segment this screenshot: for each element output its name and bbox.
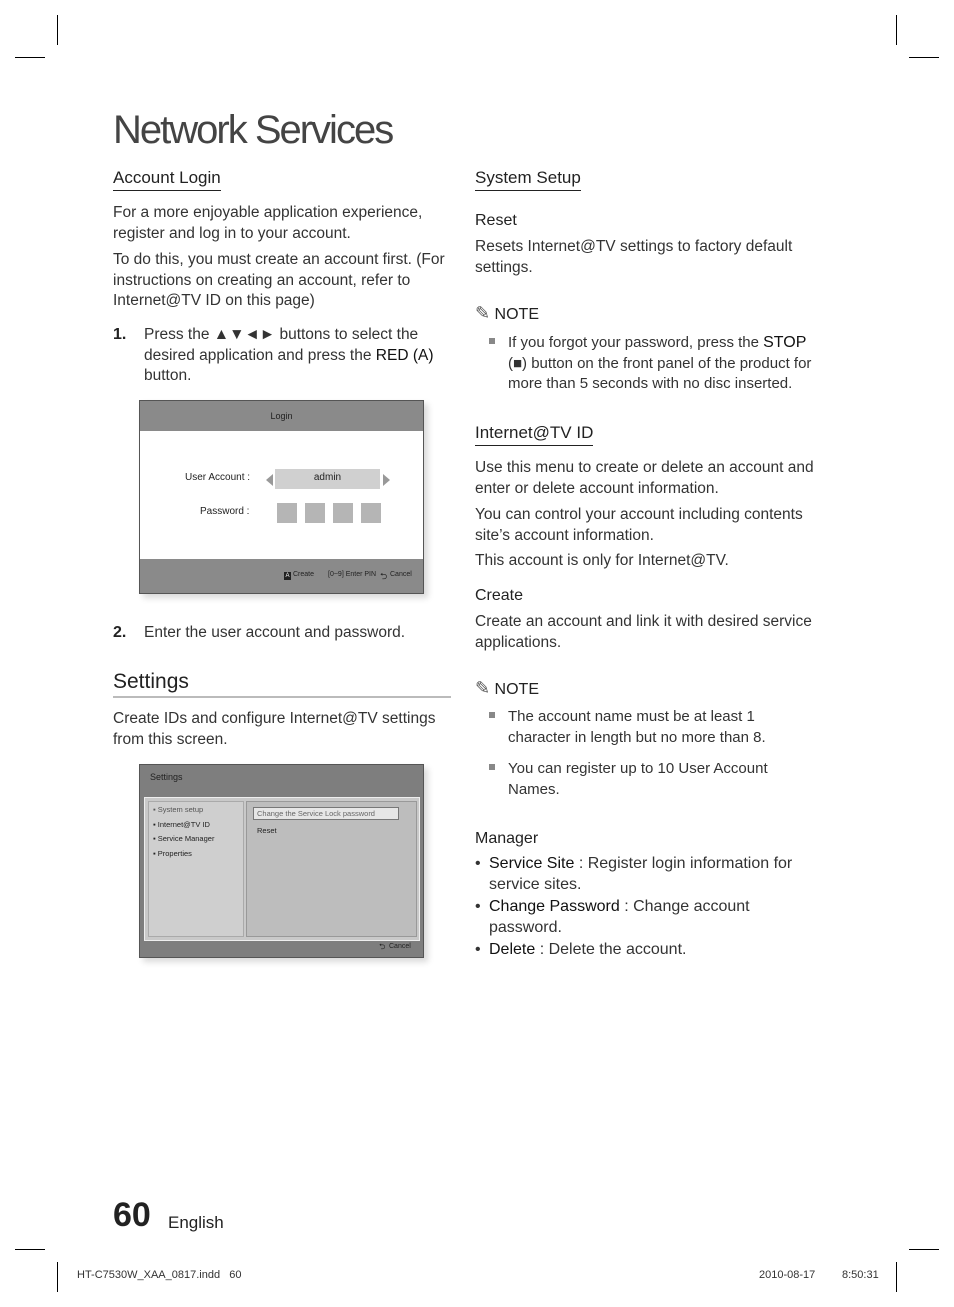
arrow-left-icon[interactable] [266,474,273,486]
a-button-icon: A [285,573,290,579]
square-bullet-icon [489,712,495,718]
arrow-right-icon[interactable] [383,474,390,486]
settings-menu [148,801,244,937]
pin-box[interactable] [277,503,297,523]
pin-box[interactable] [361,503,381,523]
pencil-icon: ✎ [475,678,491,698]
page-title: Network Services [113,108,393,152]
return-icon: ⮌ [379,942,386,951]
step-number: 2. [113,624,127,641]
password-label: Password : [200,506,250,517]
square-bullet-icon [489,764,495,770]
page-language: English [168,1213,224,1232]
reset-text: Resets Internet@TV settings to factory default settings. [475,238,793,276]
crop-mark [15,1249,45,1250]
login-screen [139,400,424,594]
create-text: Create an account and link it with desired service applications. [475,613,812,651]
menu-item-internet-tv-id[interactable]: ▪ Internet@TV ID [153,820,210,829]
internet-tv-id-heading: Internet@TV ID [475,423,593,446]
menu-item-properties[interactable]: ▪ Properties [153,849,192,858]
account-login-para2: To do this, you must create an account first. (For instructions on creating an account, refer to Internet@TV ID on this page) [113,251,445,309]
crop-mark [896,1262,897,1292]
settings-screen [139,764,424,958]
hint-enter-pin: [0~9] Enter PIN [328,571,377,578]
user-account-field[interactable] [275,469,380,489]
system-setup-heading: System Setup [475,168,581,191]
hint-cancel: Cancel [390,571,412,578]
settings-options-panel [246,801,417,937]
login-screen-title: Login [270,411,293,421]
list-item: • Service Site : Register login information for service sites. [475,855,793,893]
settings-para: Create IDs and configure Internet@TV settings from this screen. [113,710,436,748]
step1-text: Press the ▲▼◄► buttons to select the desired application and press the RED (A) button. [144,326,434,384]
settings-cancel[interactable]: Cancel [389,943,411,950]
step2-text: Enter the user account and password. [144,624,406,641]
hint-create: Create [293,571,315,578]
crop-mark [57,1262,58,1292]
option-reset[interactable]: Reset [257,826,277,835]
account-login-heading: Account Login [113,168,221,191]
return-icon: ⮌ [380,571,388,581]
pin-box[interactable] [333,503,353,523]
stop-label: STOP [763,334,807,351]
footer-date: 2010-08-17 [759,1269,816,1281]
tv-id-para3: This account is only for Internet@TV. [475,552,729,569]
note-heading: ✎ NOTE [475,678,539,698]
settings-divider [113,696,451,698]
menu-item-service-manager[interactable]: ▪ Service Manager [153,834,215,843]
pin-box[interactable] [305,503,325,523]
reset-heading: Reset [475,212,517,229]
note-item: If you forgot your password, press the STOP (■) button on the front panel of the product for more than 5 seconds with no disc inserted. [508,333,818,395]
account-login-para1: For a more enjoyable application experience, register and log in to your account. [113,204,423,242]
settings-heading: Settings [113,670,189,693]
footer-file: HT-C7530W_XAA_0817.indd 60 [77,1269,242,1281]
option-change-lock-password[interactable]: Change the Service Lock password [253,807,399,820]
crop-mark [909,57,939,58]
tv-id-para1: Use this menu to create or delete an account and enter or delete account information. [475,459,814,497]
user-account-value: admin [313,472,342,483]
login-screen-titlebar [140,401,423,431]
page-number: 60 [113,1196,151,1234]
red-a-label: RED (A) [375,346,434,364]
list-item: • Delete : Delete the account. [475,941,687,958]
pencil-icon: ✎ [475,303,491,323]
create-heading: Create [475,587,524,604]
note-heading: ✎ NOTE [475,303,539,323]
crop-mark [15,57,45,58]
note-item: You can register up to 10 User Account Names. [508,759,788,800]
menu-item-system-setup[interactable]: ▪ System setup [153,805,204,814]
settings-screen-body [144,797,420,941]
manager-heading: Manager [475,830,539,847]
crop-mark [896,15,897,45]
tv-id-para2: You can control your account including contents site’s account information. [475,506,803,544]
crop-mark [909,1249,939,1250]
square-bullet-icon [489,338,495,344]
settings-screen-title: Settings [150,772,183,782]
footer-time: 8:50:31 [842,1269,879,1281]
crop-mark [57,15,58,45]
user-account-label: User Account : [185,472,251,483]
note-item: The account name must be at least 1 character in length but no more than 8. [508,707,788,748]
step-number: 1. [113,326,127,343]
login-screen-hintbar [140,559,423,593]
list-item: • Change Password : Change account password. [475,898,750,936]
